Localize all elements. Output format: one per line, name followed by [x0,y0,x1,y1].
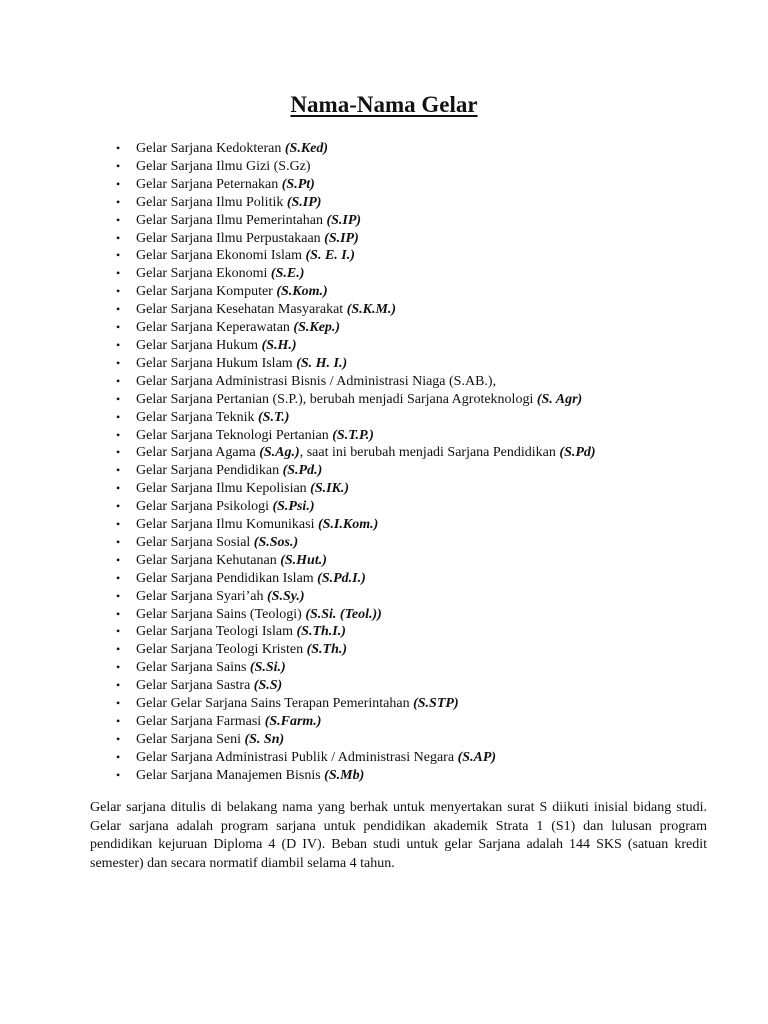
bullet-icon: • [116,749,121,764]
bullet-icon: • [116,409,121,424]
bullet-icon: • [116,517,121,532]
degree-text: Gelar Sarjana Pendidikan [136,463,283,479]
degree-text: Gelar Sarjana Administrasi Publik / Administrasi Negara [136,749,458,765]
page-title: Nama-Nama Gelar [290,92,478,117]
degree-abbreviation: (S.IP) [324,230,359,246]
list-item [116,570,596,588]
degree-abbreviation: (S.Si. (Teol.)) [305,606,382,622]
bullet-icon: • [116,481,121,496]
degree-text: Gelar Sarjana Keperawatan [136,320,294,336]
list-item [116,623,596,641]
bullet-icon: • [116,534,121,549]
list-item [116,319,596,337]
bullet-icon: • [116,284,121,299]
degree-abbreviation: (S.Si.) [249,660,286,676]
degree-abbreviation: (S. E. I.) [305,248,355,264]
degree-abbreviation: (S.Sos.) [253,534,299,550]
degree-text: Gelar Sarjana Syari’ah [136,588,267,604]
degree-abbreviation: (S.IP) [286,194,322,210]
bullet-icon: • [116,337,121,352]
degree-text: Gelar Sarjana Ilmu Perpustakaan [136,230,325,246]
list-item [116,391,596,409]
degree-abbreviation: (S.Pd.I.) [317,570,366,586]
degree-abbreviation: (S.Farm.) [264,714,322,729]
list-item [116,731,596,749]
bullet-icon: • [116,373,121,388]
degree-text: Gelar Sarjana Pertanian (S.P.), berubah menjadi Sarjana Agroteknologi [136,391,537,407]
bullet-icon: • [116,445,121,460]
bullet-icon: • [116,660,121,675]
description-paragraph: Gelar sarjana ditulis di belakang nama yang berhak untuk menyertakan surat S diikuti inisial bidang studi. Gelar sarjana adalah program sarjana untuk pendidikan akademik Strata 1 (S1) dan lulusan program pendidikan kejuruan Diploma 4 (D IV). Beban studi untuk gelar Sarjana adalah 144 SKS (satuan kredit semester) dan secara normatif diambil selama 4 tahun. [90,800,707,871]
degree-text: Gelar Sarjana Hukum Islam [136,355,297,371]
list-item [116,552,596,570]
degree-text: Gelar Sarjana Ilmu Komunikasi [136,517,318,533]
degree-text: Gelar Sarjana Teknik [136,409,258,425]
degree-abbreviation: (S.Kep.) [293,320,341,336]
bullet-icon: • [116,678,121,693]
degree-list [116,140,596,785]
degree-abbreviation: (S. H. I.) [296,355,348,371]
degree-text: Gelar Sarjana Agama [136,445,260,461]
degree-text: Gelar Sarjana Teologi Islam [136,624,297,640]
list-item [116,194,596,212]
bullet-icon: • [116,714,121,728]
bullet-icon: • [116,606,121,621]
degree-text: Gelar Gelar Sarjana Sains Terapan Pemerintahan [136,696,414,712]
degree-abbreviation: (S. Sn) [244,731,285,747]
degree-abbreviation: (S.Sy.) [267,588,305,604]
degree-abbreviation: (S.STP) [413,696,459,712]
degree-text: Gelar Sarjana Kedokteran [136,141,285,156]
degree-abbreviation: (S.K.M.) [346,302,397,318]
list-item [116,462,596,480]
degree-abbreviation: (S.AP) [457,749,497,765]
degree-text: Gelar Sarjana Sosial [136,534,254,550]
list-item [116,337,596,355]
bullet-icon: • [116,176,121,191]
degree-abbreviation-note: (S.Pd) [559,445,596,461]
list-item [116,230,596,248]
degree-abbreviation: (S.Pd.) [282,463,323,479]
list-item [116,212,596,230]
list-item [116,677,596,695]
bullet-icon: • [116,642,121,657]
degree-text: Gelar Sarjana Ilmu Kepolisian [136,481,311,497]
degree-abbreviation: (S.E.) [270,266,305,282]
degree-abbreviation: (S.Pt) [281,176,315,192]
bullet-icon: • [116,427,121,442]
list-item [116,498,596,516]
degree-abbreviation: (S.Th.I.) [296,624,346,640]
bullet-icon: • [116,302,121,317]
degree-abbreviation: (S.I.Kom.) [317,517,379,533]
degree-abbreviation: (S.Hut.) [280,552,327,568]
list-item [116,265,596,283]
degree-abbreviation: (S.IK.) [310,481,350,497]
degree-text: Gelar Sarjana Teknologi Pertanian [136,427,333,443]
degree-abbreviation: (S.T.) [258,409,290,425]
degree-text: Gelar Sarjana Peternakan [136,176,282,192]
degree-text: Gelar Sarjana Sains (Teologi) [136,606,306,622]
bullet-icon: • [116,499,121,514]
bullet-icon: • [116,731,121,746]
degree-text: Gelar Sarjana Ekonomi [136,266,271,282]
degree-abbreviation: (S. Agr) [536,391,583,407]
bullet-icon: • [116,194,121,209]
bullet-icon: • [116,588,121,603]
bullet-icon: • [116,355,121,370]
list-item [116,444,596,462]
bullet-icon: • [116,624,121,639]
degree-text: Gelar Sarjana Komputer [136,284,277,300]
degree-text: Gelar Sarjana Kehutanan [136,552,281,568]
list-item [116,176,596,194]
degree-text: Gelar Sarjana Hukum [136,337,262,353]
degree-text: Gelar Sarjana Ekonomi Islam [136,248,306,264]
bullet-icon: • [116,248,121,263]
list-item [116,247,596,265]
degree-text: Gelar Sarjana Seni [136,731,245,747]
bullet-icon: • [116,141,121,155]
list-item [116,767,596,785]
bullet-icon: • [116,463,121,478]
list-item [116,659,596,677]
degree-text: Gelar Sarjana Sains [136,660,250,676]
degree-text: Gelar Sarjana Ilmu Pemerintahan [136,212,327,228]
list-item [116,588,596,606]
degree-text: Gelar Sarjana Manajemen Bisnis [136,767,325,783]
degree-text: Gelar Sarjana Sastra [136,678,254,694]
bullet-icon: • [116,320,121,335]
list-item [116,409,596,427]
degree-text: Gelar Sarjana Pendidikan Islam [136,570,318,586]
list-item [116,355,596,373]
bullet-icon: • [116,552,121,567]
degree-text: Gelar Sarjana Kesehatan Masyarakat [136,302,347,318]
list-item [116,641,596,659]
bullet-icon: • [116,230,121,245]
list-item [116,534,596,552]
bullet-icon: • [116,391,121,406]
degree-abbreviation: (S.H.) [261,337,297,353]
degree-abbreviation: (S.Ked) [284,141,329,156]
degree-text: Gelar Sarjana Teologi Kristen [136,642,307,658]
bullet-icon: • [116,767,121,782]
bullet-icon: • [116,696,121,711]
list-item [116,516,596,534]
list-item [116,373,596,391]
degree-abbreviation: (S.Th.) [306,642,348,658]
degree-abbreviation: (S.T.P.) [332,427,374,443]
degree-abbreviation: (S.Mb) [324,767,365,783]
list-item [116,480,596,498]
bullet-icon: • [116,570,121,585]
degree-text: Gelar Sarjana Ilmu Politik [136,194,287,210]
list-item [116,427,596,445]
degree-text: Gelar Sarjana Ilmu Gizi (S.Gz) [136,158,311,174]
list-item [116,158,596,176]
degree-text: Gelar Sarjana Administrasi Bisnis / Administrasi Niaga (S.AB.), [136,373,497,389]
bullet-icon: • [116,212,121,227]
list-item [116,283,596,301]
list-item [116,749,596,767]
list-item [116,713,596,731]
degree-abbreviation: (S.S) [253,678,283,694]
list-item [116,606,596,624]
degree-abbreviation: (S.IP) [326,212,362,228]
list-item [116,140,596,158]
degree-text: Gelar Sarjana Farmasi [136,714,265,729]
degree-abbreviation: (S.Ag.) [259,445,300,461]
degree-text: Gelar Sarjana Psikologi [136,499,273,515]
degree-note: , saat ini berubah menjadi Sarjana Pendidikan [299,445,560,461]
bullet-icon: • [116,266,121,281]
list-item [116,695,596,713]
list-item [116,301,596,319]
degree-abbreviation: (S.Psi.) [272,499,315,515]
bullet-icon: • [116,158,121,173]
degree-abbreviation: (S.Kom.) [276,284,328,300]
